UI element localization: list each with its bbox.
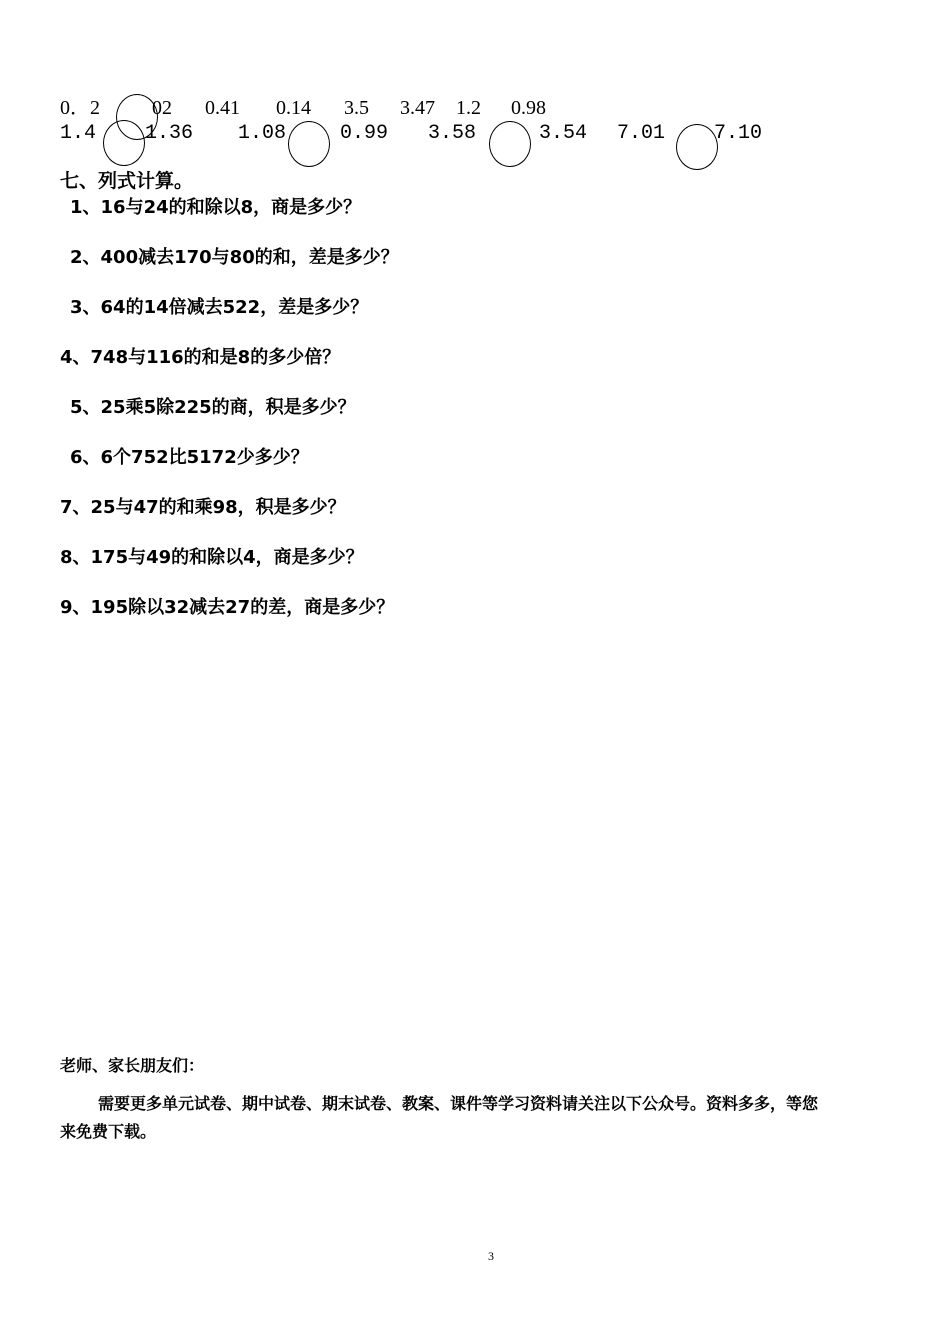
compare-r1-e: 3.5 (344, 97, 369, 119)
notice-line-1: 需要更多单元试卷、期中试卷、期末试卷、教案、课件等学习资料请关注以下公众号。资料多多，等您 (98, 1094, 819, 1113)
question-2: 2、400减去170与80的和，差是多少？ (70, 247, 399, 268)
compare-r1-d: 0.14 (276, 97, 311, 119)
question-1: 1、16与24的和除以8，商是多少？ (70, 197, 362, 218)
compare-r2-h: 7.10 (714, 122, 763, 145)
notice-greeting: 老师、家长朋友们： (60, 1056, 205, 1075)
compare-r1-c: 0.41 (205, 97, 240, 119)
compare-r2-g: 7.01 (617, 122, 666, 145)
question-5: 5、25乘5除225的商，积是多少？ (70, 397, 356, 418)
question-9: 9、195除以32减去27的差，商是多少？ (60, 597, 395, 618)
question-4: 4、748与116的和是8的多少倍？ (60, 347, 341, 368)
compare-r2-c: 1.08 (238, 122, 287, 145)
question-6: 6、6个752比5172少多少？ (70, 447, 309, 468)
answer-circle-5[interactable] (676, 124, 718, 170)
section-title: 七、列式计算。 (60, 170, 194, 192)
compare-r1-f: 3.47 (400, 97, 435, 119)
compare-r2-f: 3.54 (539, 122, 588, 145)
compare-r2-b: 1.36 (145, 122, 194, 145)
compare-r2-a: 1.4 (60, 122, 97, 145)
answer-circle-2[interactable] (103, 120, 145, 166)
compare-r1-a: 0．2 (60, 97, 100, 119)
compare-r2-d: 0.99 (340, 122, 389, 145)
question-8: 8、175与49的和除以4，商是多少？ (60, 547, 364, 568)
question-3: 3、64的14倍减去522，差是多少？ (70, 297, 369, 318)
compare-r1-g: 1.2 (456, 97, 481, 119)
page-number: 3 (488, 1249, 494, 1263)
compare-r1-b: 02 (152, 97, 172, 119)
question-7: 7、25与47的和乘98，积是多少？ (60, 497, 346, 518)
answer-circle-3[interactable] (288, 121, 330, 167)
compare-r2-e: 3.58 (428, 122, 477, 145)
notice-line-2: 来免费下载。 (60, 1122, 157, 1141)
answer-circle-4[interactable] (489, 121, 531, 167)
compare-r1-h: 0.98 (511, 97, 546, 119)
